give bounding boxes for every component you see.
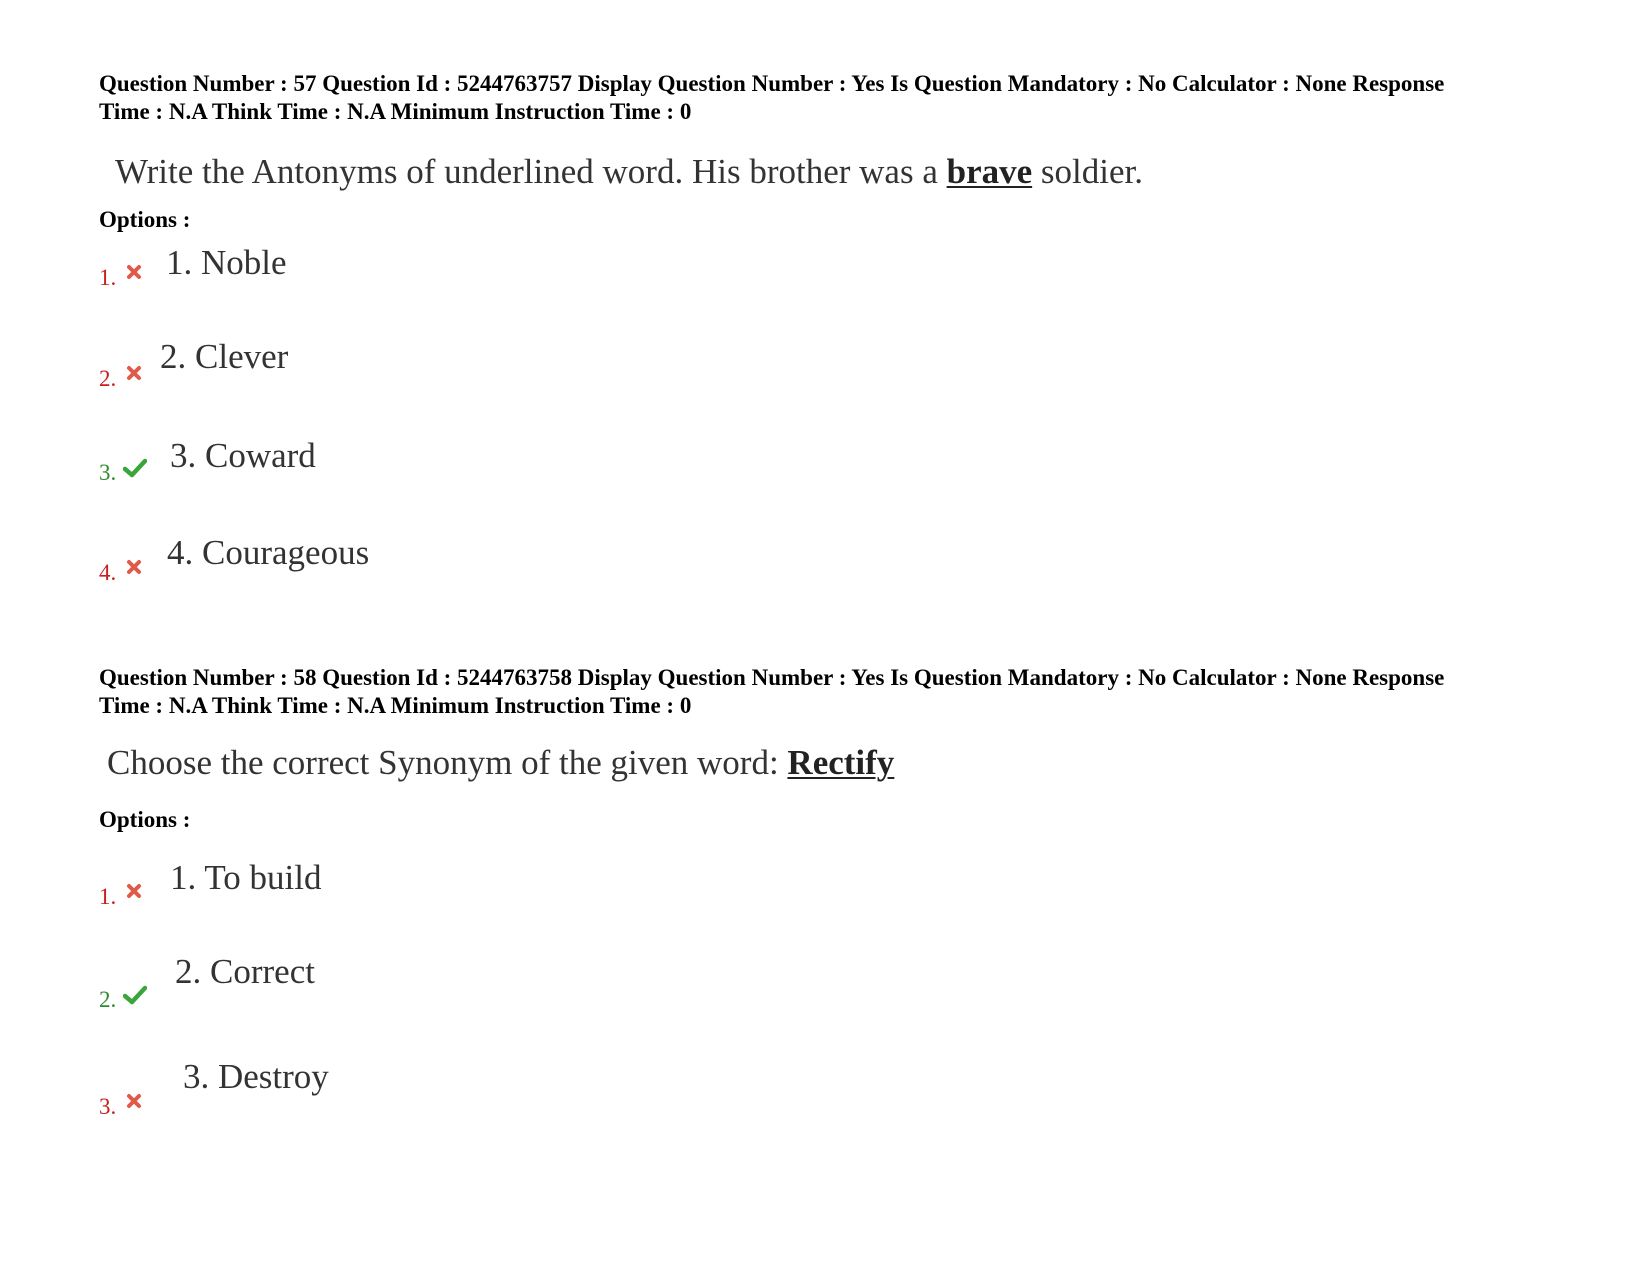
question-text-before: Choose the correct Synonym of the given word: — [107, 743, 788, 782]
meta-line-1: Question Number : 57 Question Id : 5244763757 Display Question Number : Yes Is Question Mandatory : No Calculator : None Response — [99, 71, 1445, 96]
question-57-text — [115, 152, 1143, 192]
cross-icon — [126, 264, 142, 285]
meta-line-2: Time : N.A Think Time : N.A Minimum Instruction Time : 0 — [99, 693, 692, 718]
option-number: 2. — [99, 366, 117, 391]
underlined-keyword: brave — [946, 152, 1033, 191]
option-number: 3. — [99, 1094, 117, 1119]
check-icon — [123, 458, 147, 483]
cross-icon — [126, 559, 142, 580]
question-text-before: Write the Antonyms of underlined word. His brother was a — [115, 152, 947, 191]
option-number: 1. — [99, 265, 117, 290]
meta-line-2: Time : N.A Think Time : N.A Minimum Instruction Time : 0 — [99, 99, 692, 124]
cross-icon — [126, 883, 142, 904]
option-number: 2. — [99, 987, 117, 1012]
question-58-meta — [99, 664, 1589, 720]
option-text: 3. Destroy — [183, 1057, 329, 1096]
check-icon — [123, 985, 147, 1010]
option-number: 1. — [99, 884, 117, 909]
question-58-text — [107, 743, 894, 783]
options-label: Options : — [99, 807, 191, 832]
question-57-meta — [99, 70, 1589, 126]
option-text: 2. Correct — [175, 952, 315, 991]
option-number: 4. — [99, 560, 117, 585]
option-text: 1. To build — [170, 858, 322, 897]
option-number: 3. — [99, 460, 117, 485]
cross-icon — [126, 1093, 142, 1114]
option-text: 1. Noble — [166, 243, 287, 282]
underlined-keyword: Rectify — [787, 743, 895, 782]
question-text-after: soldier. — [1032, 152, 1143, 191]
option-text: 3. Coward — [170, 436, 316, 475]
option-text: 2. Clever — [160, 337, 289, 376]
meta-line-1: Question Number : 58 Question Id : 5244763758 Display Question Number : Yes Is Question Mandatory : No Calculator : None Response — [99, 665, 1445, 690]
option-text: 4. Courageous — [167, 533, 370, 572]
options-label: Options : — [99, 207, 191, 232]
cross-icon — [126, 365, 142, 386]
